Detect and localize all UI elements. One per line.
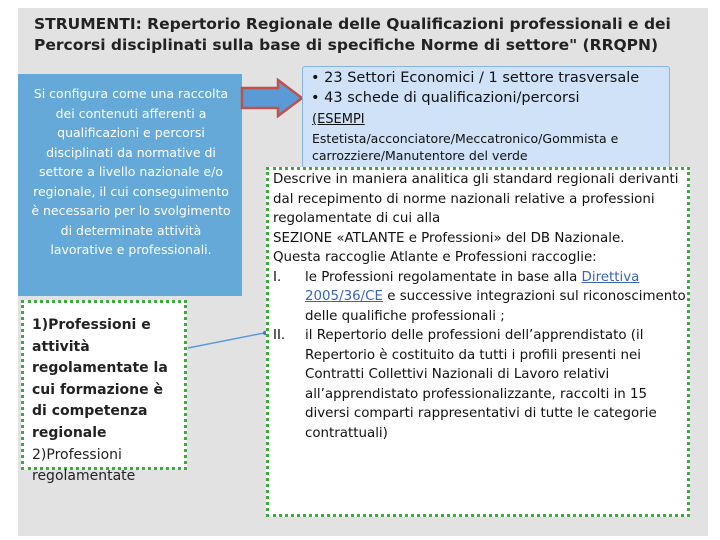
list-item [273, 268, 687, 288]
text-line: dal recepimento di norme nazionali relative a professioni [273, 191, 655, 207]
text-segment: le Professioni regolamentate in base alla [305, 269, 582, 285]
list-item-continuation [273, 287, 687, 307]
text-line: Descrive in maniera analitica gli standard regionali derivanti [273, 172, 679, 187]
directive-link[interactable]: Direttiva [581, 269, 640, 285]
main-description-text [273, 170, 687, 443]
text-segment: e successive integrazioni sul riconoscimento [382, 289, 686, 304]
text-line: Questa raccoglie Atlante e Professioni raccoglie: [273, 250, 597, 265]
list-item-continuation: Repertorio è costituito da tutti i profili presenti nei [305, 347, 641, 363]
list-number: I. [273, 269, 282, 285]
list-item: 2)Professioni regolamentate [32, 446, 136, 485]
connector-line [188, 330, 270, 350]
info-bullet-sectors: • 23 Settori Economici / 1 settore trasversale [311, 70, 640, 86]
right-arrow-icon [240, 78, 304, 118]
text-line: SEZIONE «ATLANTE e Professioni» del DB Nazionale. [273, 230, 625, 246]
directive-link[interactable]: 2005/36/CE [305, 289, 383, 304]
examples-label: (ESEMPI [312, 112, 365, 127]
text-line: regolamentate di cui alla [273, 211, 441, 226]
list-item: 1)Professioni e attività regolamentate la cui formazione è di competenza regionale [32, 317, 168, 441]
list-item-text: il Repertorio delle professioni dell’apprendistato (il [305, 328, 644, 343]
list-item-text [305, 268, 639, 288]
list-item-continuation: Contratti Collettivi Nazionali di Lavoro relativi [305, 367, 610, 382]
description-text: Si configura come una raccolta dei contenuti afferenti a qualificazioni e percorsi disciplinati da normative di settore a livello nazionale e/o regionale, il cui conseguimento è necessario per lo svolgimento di determinate attività lavorative e professionali. [31, 86, 231, 257]
list-item-continuation: all’apprendistato professionalizzante, raccolti in 15 [305, 386, 648, 402]
examples-line: carrozziere/Manutentore del verde [312, 148, 528, 163]
list-item-continuation: diversi comparti rappresentativi di tutte le categorie [305, 406, 657, 421]
info-bullet-schede: • 43 schede di qualificazioni/percorsi [311, 90, 580, 106]
list-item-continuation: delle qualifiche professionali ; [305, 308, 505, 324]
slide-title: STRUMENTI: Repertorio Regionale delle Qualificazioni professionali e dei Percorsi disciplinati sulla base di specifiche Norme di settore" (RRQPN) [34, 15, 671, 54]
regulated-professions-list [21, 300, 187, 485]
list-item [273, 326, 687, 346]
list-number: II. [273, 328, 286, 343]
list-item-continuation: contrattuali) [305, 425, 388, 441]
examples-line: Estetista/acconciatore/Meccatronico/Gommista e [312, 131, 619, 146]
